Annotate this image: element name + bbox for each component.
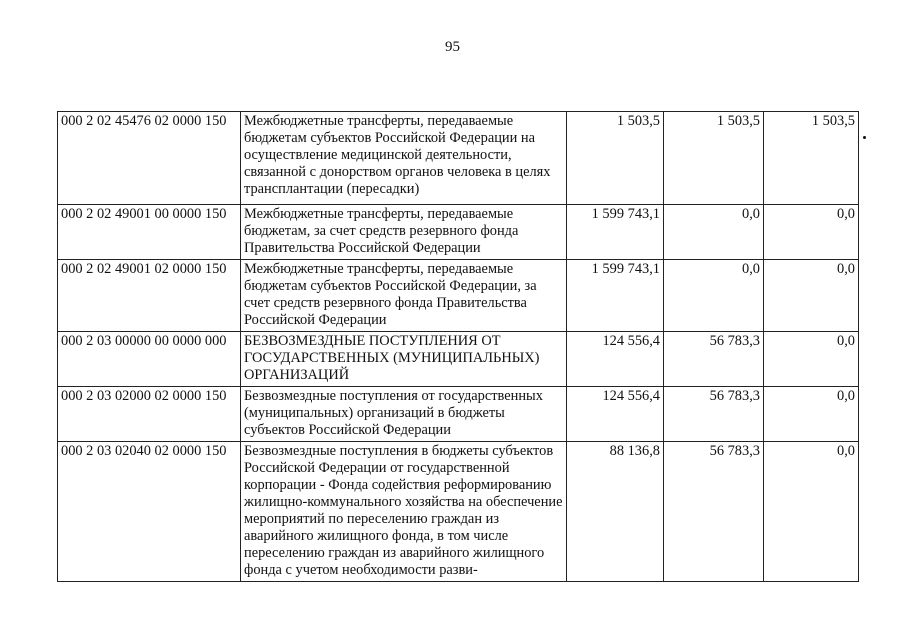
budget-code-cell: 000 2 02 45476 02 0000 150 [58, 112, 241, 205]
table-row [58, 205, 859, 260]
budget-code-cell: 000 2 03 02000 02 0000 150 [58, 387, 241, 442]
table-row [58, 387, 859, 442]
value-cell-2: 0,0 [664, 260, 764, 332]
value-cell-3: 0,0 [764, 260, 859, 332]
value-cell-3: 1 503,5 [764, 112, 859, 205]
budget-code-cell: 000 2 02 49001 02 0000 150 [58, 260, 241, 332]
margin-dot [863, 136, 866, 139]
value-cell-3: 0,0 [764, 442, 859, 582]
table-row [58, 260, 859, 332]
value-cell-1: 88 136,8 [567, 442, 664, 582]
budget-code-cell: 000 2 03 00000 00 0000 000 [58, 332, 241, 387]
value-cell-1: 1 599 743,1 [567, 205, 664, 260]
description-cell: Межбюджетные трансферты, передаваемые бюджетам субъектов Российской Федерации на осуществление медицинской деятельности, связанной с донорством органов человека в целях трансплантации (пересадки) [241, 112, 567, 205]
value-cell-1: 1 503,5 [567, 112, 664, 205]
table-row [58, 112, 859, 205]
value-cell-1: 124 556,4 [567, 387, 664, 442]
value-cell-2: 56 783,3 [664, 387, 764, 442]
value-cell-3: 0,0 [764, 332, 859, 387]
value-cell-3: 0,0 [764, 387, 859, 442]
description-cell: Безвозмездные поступления от государственных (муниципальных) организаций в бюджеты субъектов Российской Федерации [241, 387, 567, 442]
value-cell-3: 0,0 [764, 205, 859, 260]
budget-code-cell: 000 2 03 02040 02 0000 150 [58, 442, 241, 582]
description-cell: Безвозмездные поступления в бюджеты субъектов Российской Федерации от государственной корпорации - Фонда содействия реформированию жилищно-коммунального хозяйства на обеспечение мероприятий по переселению граждан из аварийного жилищного фонда, в том числе переселению граждан из аварийного жилищного фонда с учетом необходимости разви- [241, 442, 567, 582]
value-cell-2: 56 783,3 [664, 332, 764, 387]
table-row [58, 442, 859, 582]
value-cell-1: 124 556,4 [567, 332, 664, 387]
value-cell-1: 1 599 743,1 [567, 260, 664, 332]
table-row [58, 332, 859, 387]
page-number: 95 [445, 39, 460, 55]
value-cell-2: 56 783,3 [664, 442, 764, 582]
budget-table [57, 111, 859, 582]
description-cell: Межбюджетные трансферты, передаваемые бюджетам субъектов Российской Федерации, за счет средств резервного фонда Правительства Российской Федерации [241, 260, 567, 332]
budget-code-cell: 000 2 02 49001 00 0000 150 [58, 205, 241, 260]
description-cell: БЕЗВОЗМЕЗДНЫЕ ПОСТУПЛЕНИЯ ОТ ГОСУДАРСТВЕННЫХ (МУНИЦИПАЛЬНЫХ) ОРГАНИЗАЦИЙ [241, 332, 567, 387]
value-cell-2: 1 503,5 [664, 112, 764, 205]
description-cell: Межбюджетные трансферты, передаваемые бюджетам, за счет средств резервного фонда Правительства Российской Федерации [241, 205, 567, 260]
value-cell-2: 0,0 [664, 205, 764, 260]
